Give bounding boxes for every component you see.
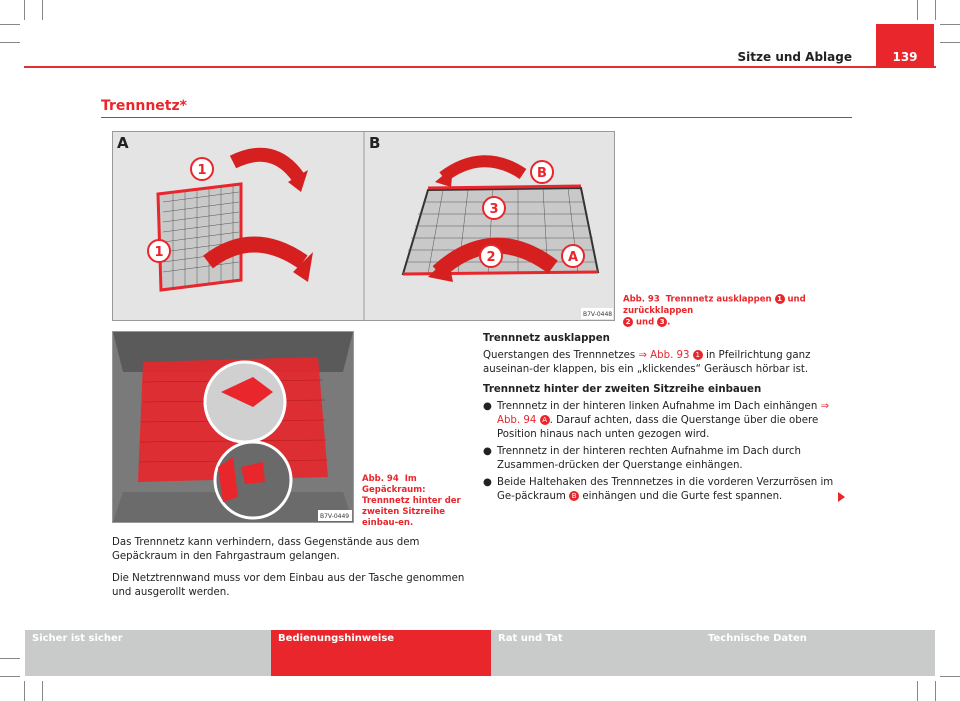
caption-93-ref-3: 3 xyxy=(657,317,667,327)
list-item xyxy=(483,445,853,473)
figure-94-illustration xyxy=(113,332,353,522)
bullet-3-text xyxy=(497,476,853,504)
crop-mark xyxy=(917,0,918,20)
p1-text-b: in Pfeilrichtung ganz auseinan-der klappen, bis ein „klickendes“ Geräusch hörbar ist. xyxy=(483,350,811,375)
figure-93-caption xyxy=(623,294,853,328)
right-column-text xyxy=(483,332,853,504)
figure-93-code: B7V-0448 xyxy=(583,311,613,318)
b1-text-b: . Darauf achten, dass die Querstange über die obere Position hinaus nach unten gezogen wird. xyxy=(497,415,819,440)
abb94-link[interactable]: ⇒ Abb. 94 xyxy=(497,401,830,426)
crop-mark xyxy=(940,676,960,677)
caption-94-text: Im Gepäckraum: Trennnetz hinter der zweiten Sitzreihe einbau-en. xyxy=(362,474,461,528)
p1-ref-circle: 1 xyxy=(693,350,703,360)
list-item xyxy=(483,400,853,442)
panel-b-label: B xyxy=(369,134,381,152)
section-rule xyxy=(101,117,852,118)
crop-mark xyxy=(935,0,936,20)
caption-93-mid: und zurückklappen xyxy=(623,294,806,316)
b3-ref-circle: B xyxy=(569,491,579,501)
caption-93-text: Trennnetz ausklappen xyxy=(665,294,772,305)
heading-einbauen: Trennnetz hinter der zweiten Sitzreihe einbauen xyxy=(483,384,762,395)
callout-1-bottom: 1 xyxy=(154,245,164,260)
caption-93-ref-1: 1 xyxy=(775,294,785,304)
b1-ref-circle: A xyxy=(540,415,550,425)
crop-mark xyxy=(0,24,20,25)
footer-tab-sicher[interactable]: Sicher ist sicher xyxy=(25,630,271,676)
crop-mark xyxy=(917,681,918,701)
b3-text-b: einhängen und die Gurte fest spannen. xyxy=(582,491,783,502)
crop-mark xyxy=(0,676,20,677)
bullet-icon: ● xyxy=(483,446,492,457)
running-header-title: Sitze und Ablage xyxy=(737,50,852,64)
heading-ausklappen: Trennnetz ausklappen xyxy=(483,333,610,344)
figure-94-code: B7V-0449 xyxy=(320,513,350,520)
panel-a-label: A xyxy=(117,134,129,152)
caption-94-prefix: Abb. 94 xyxy=(362,474,399,484)
figure-94 xyxy=(112,331,354,523)
figure-93-illustration xyxy=(113,132,614,320)
figure-93 xyxy=(112,131,615,321)
callout-3: 3 xyxy=(489,202,499,217)
bullet-2-text: Trennnetz in der hinteren rechten Aufnahme im Dach durch Zusammen-drücken der Querstange einhängen. xyxy=(497,446,801,471)
crop-mark xyxy=(24,681,25,701)
header-rule xyxy=(24,66,936,68)
caption-93-ref-2: 2 xyxy=(623,317,633,327)
section-title: Trennnetz* xyxy=(101,98,187,114)
footer-tab-technische-daten[interactable]: Technische Daten xyxy=(701,630,935,676)
callout-a: A xyxy=(567,250,579,265)
intro-paragraph-1: Das Trennnetz kann verhindern, dass Gegenstände aus dem Gepäckraum in den Fahrgastraum gelangen. xyxy=(112,537,420,562)
crop-mark xyxy=(940,42,960,43)
caption-93-prefix: Abb. 93 xyxy=(623,294,660,305)
crop-mark xyxy=(24,0,25,20)
footer-tab-rat-und-tat[interactable]: Rat und Tat xyxy=(491,630,701,676)
continue-arrow-icon xyxy=(838,492,845,502)
footer-nav xyxy=(25,630,935,676)
left-column-text xyxy=(112,536,472,600)
crop-mark xyxy=(940,24,960,25)
abb93-link[interactable]: ⇒ Abb. 93 xyxy=(638,350,690,361)
crop-mark xyxy=(42,0,43,20)
list-item xyxy=(483,476,853,504)
b1-text-a: Trennnetz in der hinteren linken Aufnahme im Dach einhängen xyxy=(497,401,818,412)
caption-93-end: . xyxy=(667,317,671,327)
crop-mark xyxy=(0,658,20,659)
callout-2: 2 xyxy=(486,250,496,265)
b3-text-a: Beide Haltehaken des Trennnetzes in die vorderen Verzurrösen im Ge-päckraum xyxy=(497,477,834,502)
crop-mark xyxy=(42,681,43,701)
bullet-1-text xyxy=(497,400,853,442)
bullet-icon: ● xyxy=(483,477,492,488)
crop-mark xyxy=(935,681,936,701)
intro-paragraph-2: Die Netztrennwand muss vor dem Einbau aus der Tasche genommen und ausgerollt werden. xyxy=(112,573,465,598)
p1-text-a: Querstangen des Trennnetzes xyxy=(483,350,636,361)
figure-94-caption xyxy=(362,474,470,529)
bullet-icon: ● xyxy=(483,401,492,412)
paragraph-ausklappen xyxy=(483,349,853,377)
caption-93-und: und xyxy=(635,317,655,327)
callout-1-top: 1 xyxy=(197,163,207,178)
footer-tab-bedienungshinweise[interactable]: Bedienungshinweise xyxy=(271,630,491,676)
crop-mark xyxy=(0,42,20,43)
callout-b: B xyxy=(537,166,547,181)
page-number: 139 xyxy=(892,50,918,64)
